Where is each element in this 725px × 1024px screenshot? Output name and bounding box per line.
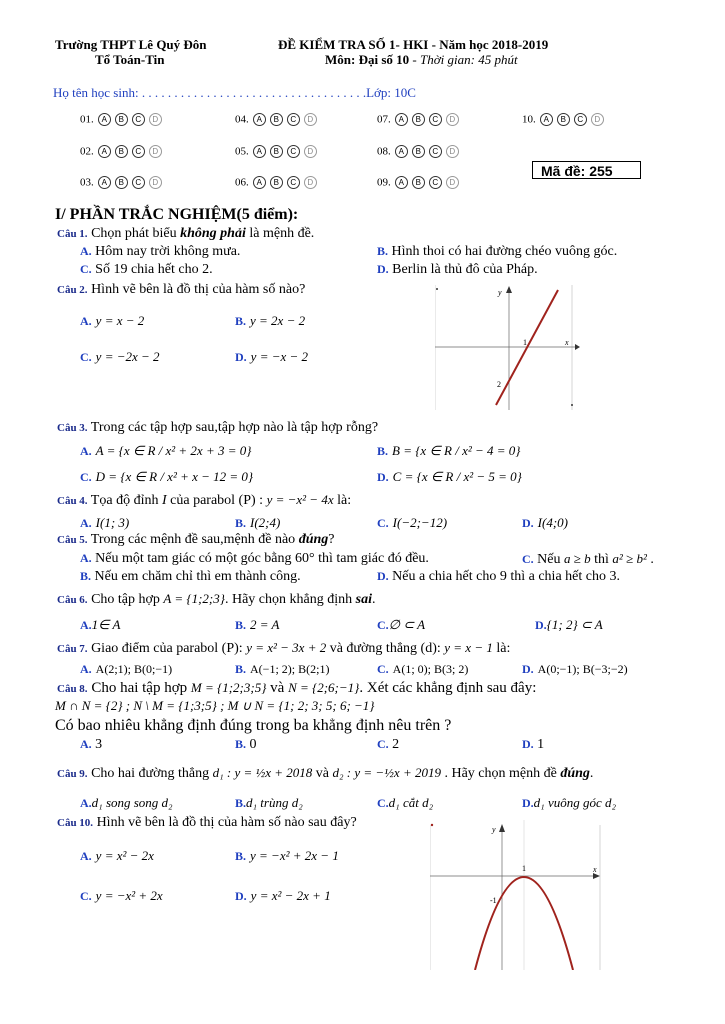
question-text: và bbox=[312, 766, 333, 781]
question-formula: d₁ : y = ½x + 2018 bbox=[212, 765, 313, 780]
option-text: {1; 2} ⊂ A bbox=[546, 617, 603, 632]
answer-number: 05. bbox=[235, 145, 249, 158]
q4-option-d[interactable] bbox=[522, 514, 568, 532]
option-text: A(0;−1); B(−3;−2) bbox=[537, 662, 628, 676]
q1-option-c[interactable] bbox=[80, 262, 213, 278]
answer-number: 04. bbox=[235, 113, 249, 126]
option-text: I(4;0) bbox=[537, 515, 568, 530]
question-1 bbox=[57, 226, 314, 242]
option-letter: D. bbox=[522, 796, 534, 810]
exam-title: ĐỀ KIỂM TRA SỐ 1- HKI - Năm học 2018-2019 bbox=[278, 37, 549, 52]
q3-option-c[interactable] bbox=[80, 468, 253, 486]
q4-option-a[interactable] bbox=[80, 514, 129, 532]
question-10 bbox=[57, 815, 357, 831]
x-axis-label: x bbox=[565, 338, 569, 347]
option-letter: C. bbox=[377, 516, 389, 530]
option-letter: A. bbox=[80, 444, 92, 458]
q3-option-a[interactable] bbox=[80, 442, 251, 460]
answer-number: 06. bbox=[235, 176, 249, 189]
option-text: 0 bbox=[249, 737, 257, 752]
q3-option-b[interactable] bbox=[377, 442, 521, 460]
answer-bubble-a[interactable]: A bbox=[253, 176, 266, 189]
answer-bubble-a[interactable]: A bbox=[98, 176, 111, 189]
option-text: 1∈ A bbox=[91, 617, 121, 632]
answer-row bbox=[80, 142, 162, 160]
q8-statements: M ∩ N = {2} ; N \ M = {1;3;5} ; M ∪ N = {1; 2; 3; 5; 6; −1} bbox=[55, 698, 375, 713]
question-formula: y = −x² − 4x bbox=[266, 492, 334, 507]
question-text: là mệnh đề. bbox=[245, 226, 315, 241]
answer-bubble-c[interactable]: C bbox=[132, 113, 145, 126]
q9-option-b[interactable] bbox=[235, 795, 303, 811]
option-letter: B. bbox=[235, 516, 247, 530]
question-text: Giao điểm của parabol (P): bbox=[87, 641, 247, 656]
y-tick-label: -1 bbox=[490, 896, 497, 905]
option-letter: A. bbox=[80, 314, 92, 328]
y-axis-arrow-icon bbox=[499, 824, 505, 832]
option-text: 2 = A bbox=[250, 617, 280, 632]
answer-bubble-d[interactable]: D bbox=[591, 113, 604, 126]
option-letter: B. bbox=[377, 444, 389, 458]
answer-row bbox=[377, 173, 459, 191]
answer-bubble-d[interactable]: D bbox=[304, 145, 317, 158]
answer-bubble-c[interactable]: C bbox=[574, 113, 587, 126]
answer-number: 03. bbox=[80, 176, 94, 189]
question-text: Cho hai tập hợp bbox=[87, 680, 191, 696]
question-text: Trong các tập hợp sau,tập hợp nào là tập hợp rỗng? bbox=[87, 420, 379, 435]
question-text: . bbox=[589, 766, 594, 781]
q7-option-a[interactable] bbox=[80, 660, 172, 678]
option-letter: D. bbox=[522, 662, 534, 676]
q5-option-c[interactable] bbox=[522, 551, 654, 568]
option-text: I(1; 3) bbox=[95, 515, 130, 530]
question-text: Hình vẽ bên là đồ thị của hàm số nào? bbox=[87, 282, 306, 297]
q7-option-b[interactable] bbox=[235, 660, 329, 678]
q6-option-d[interactable] bbox=[535, 616, 603, 634]
q4-option-c[interactable] bbox=[377, 514, 447, 532]
q1-option-b[interactable] bbox=[377, 244, 617, 260]
question-formula: y = x − 1 bbox=[444, 640, 493, 655]
answer-bubble-c[interactable]: C bbox=[287, 145, 300, 158]
question-formula: A = {1;2;3} bbox=[163, 591, 225, 606]
q5-option-d[interactable] bbox=[377, 569, 620, 585]
question-label: Câu 1. bbox=[57, 228, 88, 240]
question-label: Câu 6. bbox=[57, 594, 88, 606]
q8-option-d[interactable] bbox=[522, 737, 544, 753]
option-letter: C. bbox=[377, 618, 389, 632]
question-text: I bbox=[161, 493, 167, 508]
answer-bubble-c[interactable]: C bbox=[429, 113, 442, 126]
q9-option-c[interactable] bbox=[377, 795, 433, 811]
option-letter: D. bbox=[377, 262, 389, 276]
option-letter: D. bbox=[235, 350, 247, 364]
answer-bubble-a[interactable]: A bbox=[98, 145, 111, 158]
q9-option-a[interactable] bbox=[80, 795, 173, 811]
option-text: d₁ song song d₂ bbox=[91, 795, 173, 810]
answer-bubble-b[interactable]: B bbox=[270, 113, 283, 126]
question-text: là: bbox=[492, 641, 511, 656]
option-letter: C. bbox=[80, 350, 92, 364]
q9-option-d[interactable] bbox=[522, 795, 616, 811]
x-tick-label: 1 bbox=[522, 864, 526, 873]
q2-option-b[interactable] bbox=[235, 312, 305, 330]
question-text: Cho hai đường thẳng bbox=[87, 766, 213, 781]
question-label: Câu 3. bbox=[57, 422, 88, 434]
option-text: 3 bbox=[95, 737, 103, 752]
answer-bubble-b[interactable]: B bbox=[557, 113, 570, 126]
answer-bubble-a[interactable]: A bbox=[98, 113, 111, 126]
answer-bubble-b[interactable]: B bbox=[270, 176, 283, 189]
option-text: I(2;4) bbox=[250, 515, 281, 530]
answer-bubble-b[interactable]: B bbox=[412, 113, 425, 126]
q2-option-c[interactable] bbox=[80, 348, 160, 366]
option-letter: A. bbox=[80, 516, 92, 530]
option-text: Hình thoi có hai đường chéo vuông góc. bbox=[391, 244, 618, 259]
question-text: Hình vẽ bên là đồ thị của hàm số nào sau đây? bbox=[93, 815, 357, 830]
option-letter: B. bbox=[235, 618, 247, 632]
question-3 bbox=[57, 420, 378, 436]
answer-bubble-d[interactable]: D bbox=[446, 113, 459, 126]
x-axis-arrow-icon bbox=[575, 344, 580, 350]
exam-code-box: Mã đề: 255 bbox=[532, 161, 641, 179]
answer-row bbox=[235, 173, 317, 191]
subject-name: Môn: Đại số 10 bbox=[325, 52, 410, 67]
y-tick-label: 2 bbox=[497, 380, 501, 389]
answer-bubble-d[interactable]: D bbox=[149, 176, 162, 189]
answer-bubble-d[interactable]: D bbox=[304, 113, 317, 126]
option-text: Nếu em chăm chỉ thì em thành công. bbox=[94, 569, 301, 584]
option-text: . bbox=[646, 552, 654, 567]
answer-bubble-a[interactable]: A bbox=[395, 113, 408, 126]
option-text: Berlin là thủ đô của Pháp. bbox=[392, 262, 538, 277]
y-axis-label: y bbox=[492, 825, 496, 834]
q2-option-d[interactable] bbox=[235, 348, 308, 366]
answer-row bbox=[377, 110, 459, 128]
option-letter: D. bbox=[235, 889, 247, 903]
question-emphasis: không phải bbox=[180, 226, 246, 241]
option-letter: B. bbox=[235, 737, 247, 751]
answer-bubble-b[interactable]: B bbox=[270, 145, 283, 158]
option-letter: B. bbox=[235, 796, 247, 810]
question-6 bbox=[57, 591, 375, 608]
question-label: Câu 10. bbox=[57, 817, 94, 829]
y-axis-label: y bbox=[498, 288, 502, 297]
answer-bubble-c[interactable]: C bbox=[429, 145, 442, 158]
question-formula: d₂ : y = −½x + 2019 bbox=[332, 765, 441, 780]
question-5 bbox=[57, 532, 334, 548]
option-letter: C. bbox=[80, 889, 92, 903]
department-name: Tổ Toán-Tin bbox=[95, 52, 165, 67]
option-text: y = −2x − 2 bbox=[95, 349, 160, 364]
x-axis-label: x bbox=[593, 865, 597, 874]
student-name-field[interactable] bbox=[53, 85, 416, 101]
question-label: Câu 5. bbox=[57, 534, 88, 546]
question-9 bbox=[57, 765, 593, 782]
question-formula: N = {2;6;−1} bbox=[288, 680, 360, 695]
option-text: 1 bbox=[537, 737, 545, 752]
answer-row bbox=[377, 142, 459, 160]
q10-option-d[interactable] bbox=[235, 887, 331, 905]
answer-row bbox=[235, 110, 317, 128]
option-letter: A. bbox=[80, 551, 92, 565]
q6-option-a[interactable] bbox=[80, 616, 120, 634]
option-text: d₁ trùng d₂ bbox=[246, 795, 303, 810]
question-label: Câu 8. bbox=[57, 683, 88, 695]
y-axis-arrow-icon bbox=[506, 286, 512, 293]
option-letter: B. bbox=[235, 314, 247, 328]
class-label: Lớp: 10C bbox=[366, 85, 416, 100]
x-tick-label: 1 bbox=[523, 338, 527, 347]
q10-option-a[interactable] bbox=[80, 847, 154, 865]
question-text: là: bbox=[333, 493, 352, 508]
option-letter: C. bbox=[377, 662, 389, 676]
q2-option-a[interactable] bbox=[80, 312, 144, 330]
option-letter: C. bbox=[80, 470, 92, 484]
option-letter: D. bbox=[535, 618, 547, 632]
q3-option-d[interactable] bbox=[377, 468, 522, 486]
answer-row bbox=[80, 173, 162, 191]
question-text: và đường thẳng (d): bbox=[326, 641, 445, 656]
q5-option-a[interactable] bbox=[80, 551, 429, 567]
question-label: Câu 9. bbox=[57, 768, 88, 780]
answer-bubble-d[interactable]: D bbox=[304, 176, 317, 189]
option-text: Số 19 chia hết cho 2. bbox=[95, 262, 213, 277]
q4-option-b[interactable] bbox=[235, 514, 280, 532]
answer-row bbox=[80, 110, 162, 128]
option-text: Nếu bbox=[537, 552, 564, 567]
q1-option-d[interactable] bbox=[377, 262, 538, 278]
question-text: Cho tập hợp bbox=[87, 592, 164, 607]
answer-bubble-b[interactable]: B bbox=[412, 145, 425, 158]
answer-bubble-d[interactable]: D bbox=[446, 176, 459, 189]
option-letter: C. bbox=[377, 796, 389, 810]
option-letter: D. bbox=[377, 569, 389, 583]
q5-option-b[interactable] bbox=[80, 569, 301, 585]
option-text: y = 2x − 2 bbox=[250, 313, 306, 328]
option-text: Nếu a chia hết cho 9 thì a chia hết cho 3. bbox=[392, 569, 620, 584]
subject-time: - Thời gian: 45 phút bbox=[409, 52, 518, 67]
option-letter: A. bbox=[80, 796, 92, 810]
option-text: d₁ vuông góc d₂ bbox=[533, 795, 617, 810]
option-letter: B. bbox=[235, 849, 247, 863]
option-text: Hôm nay trời không mưa. bbox=[95, 244, 241, 259]
option-text: I(−2;−12) bbox=[392, 515, 448, 530]
option-text: B = {x ∈ R / x² − 4 = 0} bbox=[392, 443, 521, 458]
answer-bubble-b[interactable]: B bbox=[412, 176, 425, 189]
option-text: y = −x − 2 bbox=[250, 349, 309, 364]
answer-bubble-b[interactable]: B bbox=[115, 176, 128, 189]
option-text: ∅ ⊂ A bbox=[388, 617, 426, 632]
option-text: D = {x ∈ R / x² + x − 12 = 0} bbox=[95, 469, 254, 484]
option-text: Nếu một tam giác có một góc bằng 60° thì tam giác đó đều. bbox=[95, 551, 429, 566]
option-letter: A. bbox=[80, 662, 92, 676]
function-line bbox=[496, 290, 558, 405]
answer-number: 07. bbox=[377, 113, 391, 126]
question-emphasis: đúng bbox=[560, 766, 590, 781]
answer-bubble-a[interactable]: A bbox=[395, 176, 408, 189]
q8-option-c[interactable] bbox=[377, 737, 399, 753]
question-label: Câu 7. bbox=[57, 643, 88, 655]
question-label: Câu 2. bbox=[57, 284, 88, 296]
option-text: A = {x ∈ R / x² + 2x + 3 = 0} bbox=[95, 443, 252, 458]
answer-bubble-d[interactable]: D bbox=[149, 113, 162, 126]
answer-bubble-a[interactable]: A bbox=[540, 113, 553, 126]
option-formula: a² ≥ b² bbox=[612, 551, 647, 566]
graph-parabola bbox=[430, 820, 605, 970]
option-formula: a ≥ b bbox=[564, 551, 591, 566]
graph-linear-function bbox=[435, 285, 580, 410]
option-letter: D. bbox=[377, 470, 389, 484]
option-text: y = x² − 2x bbox=[95, 848, 154, 863]
option-text: d₁ cắt d₂ bbox=[388, 795, 434, 810]
option-letter: C. bbox=[377, 737, 389, 751]
question-text: Tọa độ đỉnh bbox=[87, 493, 162, 508]
answer-bubble-c[interactable]: C bbox=[287, 113, 300, 126]
answer-number: 08. bbox=[377, 145, 391, 158]
question-emphasis: đúng bbox=[298, 532, 329, 547]
school-name: Trường THPT Lê Quý Đôn bbox=[55, 37, 207, 52]
answer-number: 02. bbox=[80, 145, 94, 158]
option-letter: D. bbox=[522, 737, 534, 751]
answer-row bbox=[522, 110, 604, 128]
q6-option-c[interactable] bbox=[377, 616, 425, 634]
q10-option-c[interactable] bbox=[80, 887, 163, 905]
answer-bubble-b[interactable]: B bbox=[115, 145, 128, 158]
option-text: y = −x² + 2x − 1 bbox=[250, 848, 339, 863]
answer-bubble-c[interactable]: C bbox=[429, 176, 442, 189]
answer-number: 09. bbox=[377, 176, 391, 189]
option-text: y = −x² + 2x bbox=[95, 888, 163, 903]
q7-option-c[interactable] bbox=[377, 660, 468, 678]
q1-option-a[interactable] bbox=[80, 244, 240, 260]
student-name-label: Họ tên học sinh: . . . . . . . . . . . . . . . . . . . . . . . . . . . . . . . . . . . bbox=[53, 85, 367, 100]
question-text: . Xét các khẳng định sau đây: bbox=[359, 680, 537, 696]
option-letter: D. bbox=[522, 516, 534, 530]
answer-number: 01. bbox=[80, 113, 94, 126]
option-text: A(2;1); B(0;−1) bbox=[95, 662, 173, 676]
option-text: 2 bbox=[392, 737, 400, 752]
question-text: Trong các mệnh đề sau,mệnh đề nào bbox=[87, 532, 299, 547]
section-title: I/ PHẦN TRẮC NGHIỆM(5 điểm): bbox=[55, 206, 299, 223]
question-8 bbox=[57, 680, 536, 697]
answer-bubble-a[interactable]: A bbox=[395, 145, 408, 158]
q10-option-b[interactable] bbox=[235, 847, 339, 865]
option-letter: A. bbox=[80, 737, 92, 751]
option-letter: C. bbox=[522, 552, 534, 566]
option-letter: A. bbox=[80, 849, 92, 863]
question-text: ? bbox=[328, 532, 335, 547]
q7-option-d[interactable] bbox=[522, 660, 628, 678]
option-letter: B. bbox=[80, 569, 92, 583]
q6-option-b[interactable] bbox=[235, 616, 280, 634]
answer-bubble-c[interactable]: C bbox=[287, 176, 300, 189]
option-text: y = x² − 2x + 1 bbox=[250, 888, 331, 903]
q8-question: Có bao nhiêu khẳng định đúng trong ba khẳng định nêu trên ? bbox=[55, 717, 452, 734]
option-text: A(1; 0); B(3; 2) bbox=[392, 662, 469, 676]
question-emphasis: sai bbox=[355, 592, 372, 607]
option-letter: A. bbox=[80, 618, 92, 632]
question-4 bbox=[57, 492, 351, 509]
option-text: A(−1; 2); B(2;1) bbox=[250, 662, 330, 676]
option-text: thì bbox=[590, 552, 613, 567]
option-text: C = {x ∈ R / x² − 5 = 0} bbox=[392, 469, 522, 484]
question-7 bbox=[57, 640, 510, 657]
option-letter: B. bbox=[377, 244, 389, 258]
answer-bubble-c[interactable]: C bbox=[132, 145, 145, 158]
question-text: và bbox=[266, 680, 289, 696]
question-text: . Hãy chọn mệnh đề bbox=[440, 766, 561, 781]
option-letter: A. bbox=[80, 244, 92, 258]
answer-bubble-b[interactable]: B bbox=[115, 113, 128, 126]
question-formula: M = {1;2;3;5} bbox=[190, 680, 267, 695]
answer-bubble-c[interactable]: C bbox=[132, 176, 145, 189]
answer-number: 10. bbox=[522, 113, 536, 126]
answer-bubble-a[interactable]: A bbox=[253, 113, 266, 126]
answer-bubble-d[interactable]: D bbox=[149, 145, 162, 158]
question-2 bbox=[57, 282, 305, 298]
option-letter: B. bbox=[235, 662, 247, 676]
question-text: . bbox=[371, 592, 376, 607]
question-text: Chọn phát biểu bbox=[87, 226, 181, 241]
question-formula: y = x² − 3x + 2 bbox=[246, 640, 327, 655]
option-letter: C. bbox=[80, 262, 92, 276]
answer-row bbox=[235, 142, 317, 160]
question-text: . Hãy chọn khẳng định bbox=[224, 592, 356, 607]
q8-option-a[interactable] bbox=[80, 737, 102, 753]
question-text: của parabol (P) : bbox=[166, 493, 267, 508]
answer-bubble-d[interactable]: D bbox=[446, 145, 459, 158]
option-text: y = x − 2 bbox=[95, 313, 145, 328]
subject-line bbox=[325, 52, 518, 68]
q8-option-b[interactable] bbox=[235, 737, 257, 753]
answer-bubble-a[interactable]: A bbox=[253, 145, 266, 158]
question-label: Câu 4. bbox=[57, 495, 88, 507]
